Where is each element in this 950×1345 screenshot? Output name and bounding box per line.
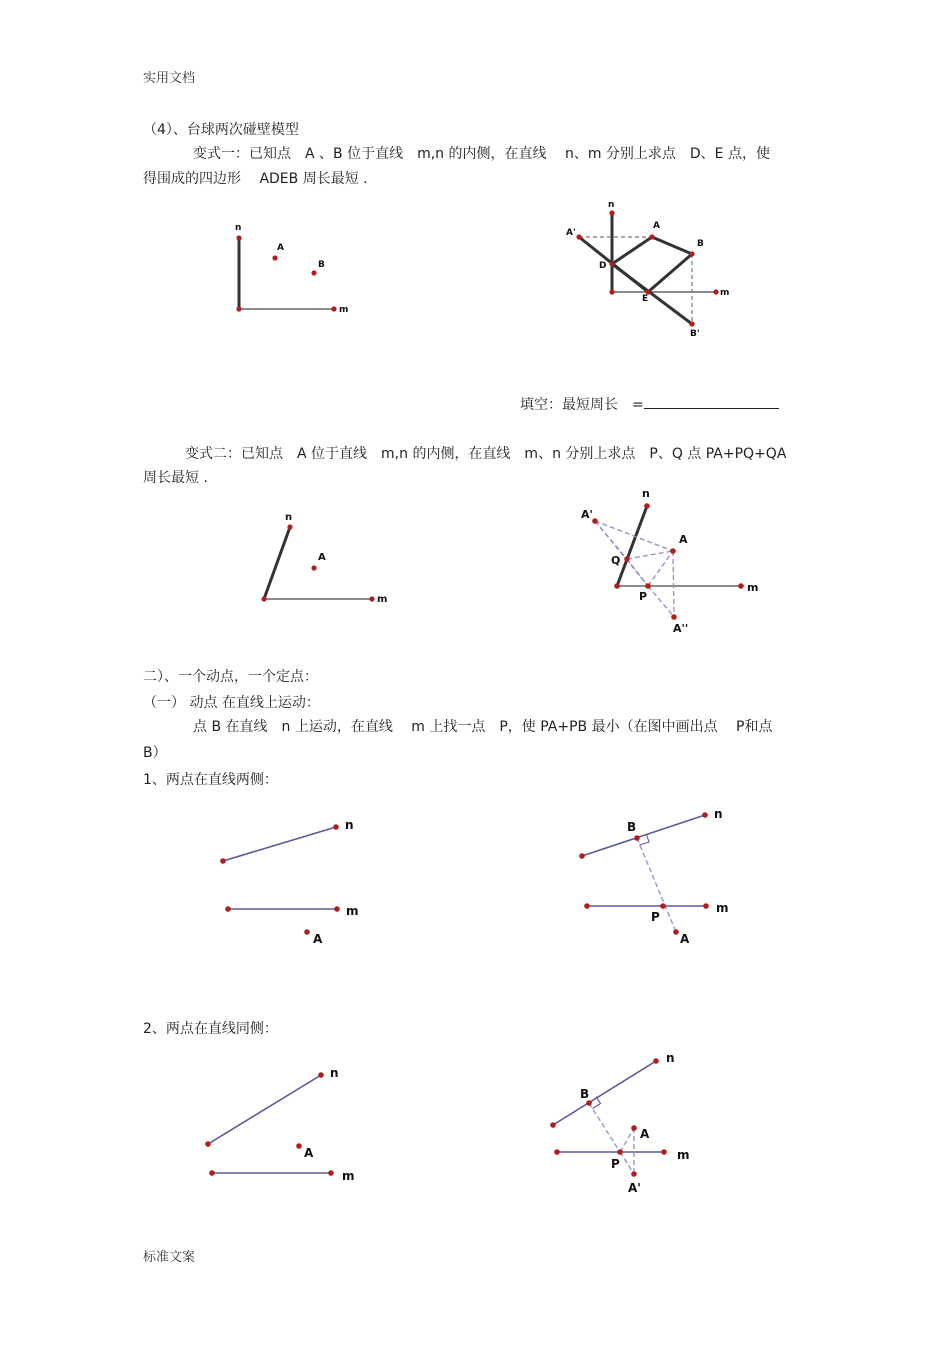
- section-4-title: （4）、台球两次碰壁模型: [143, 122, 299, 138]
- figure-3-given: [261, 512, 387, 605]
- label-m: m: [716, 901, 729, 915]
- case-1-title: 1、两点在直线两侧：: [143, 772, 278, 788]
- label-a-prime: A': [581, 508, 593, 521]
- figure-1-given: [235, 223, 348, 315]
- label-a-prime: A': [628, 1181, 641, 1195]
- label-d: D: [599, 261, 607, 271]
- label-m: m: [339, 305, 349, 315]
- label-b: B: [580, 1087, 590, 1101]
- label-p: P: [639, 590, 648, 603]
- label-n: n: [642, 487, 650, 500]
- label-a: A: [653, 221, 660, 231]
- label-m: m: [747, 581, 759, 594]
- figure-6-solution: [579, 807, 728, 946]
- label-n: n: [330, 1066, 339, 1080]
- figure-2-solution: [566, 200, 729, 339]
- label-n: n: [285, 512, 293, 523]
- label-a: A: [640, 1127, 650, 1141]
- label-a-prime: A': [566, 228, 576, 238]
- label-a: A: [680, 932, 690, 946]
- label-m: m: [342, 1169, 355, 1183]
- label-a: A: [313, 932, 323, 946]
- label-m: m: [377, 594, 388, 605]
- label-a: A: [277, 243, 284, 253]
- problem-desc-line-1: 点 B 在直线 n 上运动，在直线 m 上找一点 P，使 PA+PB 最小（在图中画出点 P和点: [193, 719, 773, 735]
- variant-1-line-1: 变式一：已知点 A 、B 位于直线 m,n 的内侧，在直线 n、m 分别上求点 D、E 点，使: [193, 146, 770, 162]
- figure-8-solution: [550, 1051, 689, 1195]
- case-2-title: 2、两点在直线同侧：: [143, 1021, 278, 1037]
- label-e: E: [642, 294, 649, 304]
- label-n: n: [608, 200, 615, 210]
- page-header: 实用文档: [143, 71, 196, 86]
- label-b: B: [697, 239, 704, 249]
- label-n: n: [666, 1051, 675, 1065]
- figure-4-solution: [581, 487, 758, 635]
- label-a: A: [679, 533, 688, 546]
- variant-1-line-2: 得围成的四边形 ADEB 周长最短 .: [143, 171, 368, 187]
- label-m: m: [346, 904, 359, 918]
- fill-label: 填空：最短周长 =: [520, 397, 644, 413]
- section-2-title: 二）、一个动点，一个定点：: [143, 669, 318, 685]
- label-b: B: [318, 260, 325, 270]
- page-footer: 标准文案: [143, 1250, 196, 1265]
- label-n: n: [714, 807, 723, 821]
- variant-2-line-2: 周长最短 .: [143, 470, 208, 486]
- variant-2-line-1: 变式二：已知点 A 位于直线 m,n 的内侧，在直线 m、n 分别上求点 P、Q 点 PA+PQ+QA: [185, 446, 787, 462]
- figure-5-given: [220, 818, 358, 946]
- label-a: A: [318, 552, 326, 563]
- label-p: P: [611, 1157, 620, 1171]
- label-b-prime: B': [690, 329, 700, 339]
- label-a: A: [304, 1146, 314, 1160]
- figure-7-given: [205, 1066, 354, 1183]
- label-a-double-prime: A'': [673, 622, 689, 635]
- subsection-1-title: （一） 动点 在直线上运动：: [143, 695, 320, 711]
- problem-desc-line-2: B）: [143, 745, 167, 761]
- label-m: m: [677, 1148, 690, 1162]
- label-q: Q: [611, 554, 621, 567]
- label-p: P: [651, 910, 660, 924]
- label-b: B: [627, 820, 637, 834]
- label-n: n: [345, 818, 354, 832]
- label-n: n: [235, 223, 242, 233]
- label-m: m: [720, 288, 730, 298]
